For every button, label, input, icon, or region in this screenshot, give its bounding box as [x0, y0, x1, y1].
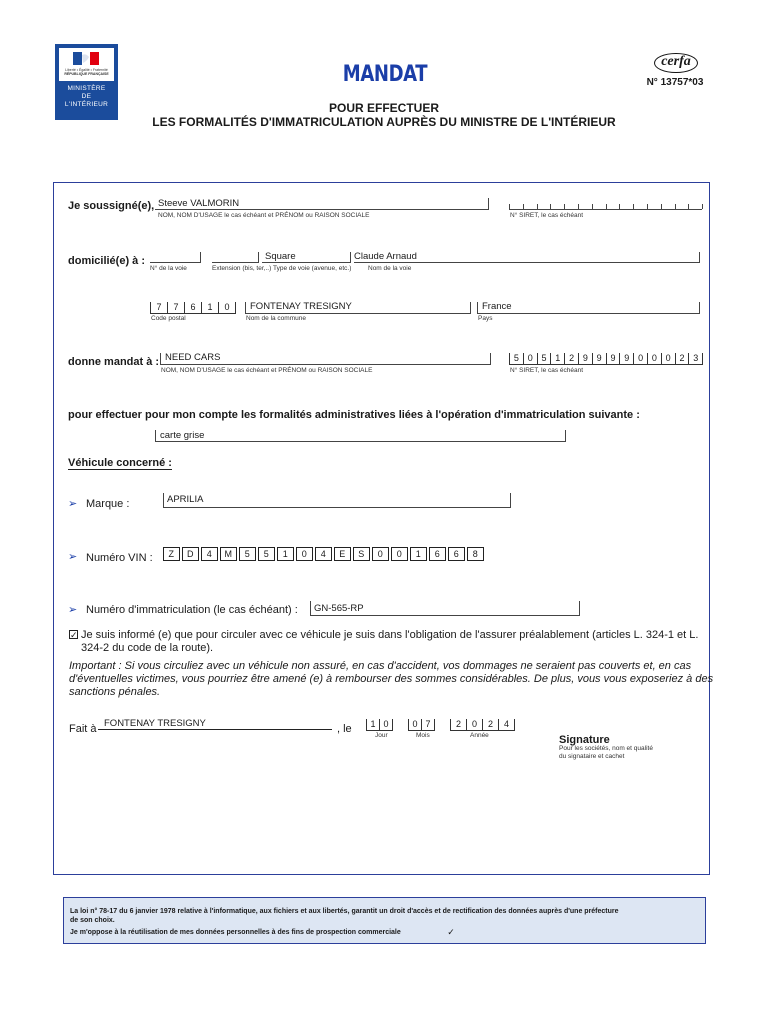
siret-digit: 1: [550, 353, 564, 364]
subtitle-line2: LES FORMALITÉS D'IMMATRICULATION AUPRÈS DU MINISTRE DE L'INTÉRIEUR: [152, 115, 616, 129]
arrow-bullet-icon: ➢: [68, 498, 78, 510]
marque-label: Marque :: [86, 498, 130, 510]
arrow-bullet-icon: ➢: [68, 551, 78, 563]
street-type-value: Square: [265, 251, 296, 262]
year-digit: 4: [498, 719, 514, 730]
siret-digit: 5: [509, 353, 523, 364]
ministry-name: MINISTÈRE DE L'INTÉRIEUR: [64, 85, 109, 108]
form-title: MANDAT: [342, 62, 428, 87]
soussigne-name-field[interactable]: [155, 198, 489, 210]
vin-char-box: 5: [258, 547, 275, 561]
domicile-label: domicilié(e) à :: [68, 255, 146, 267]
street-name-caption: Nom de la voie: [368, 265, 412, 272]
year-caption: Année: [470, 732, 489, 739]
immat-label: Numéro d'immatriculation (le cas échéant) :: [86, 604, 298, 616]
arrow-bullet-icon: ➢: [68, 604, 78, 616]
year-digit: 2: [482, 719, 498, 730]
cerfa-logo: cerfa: [654, 53, 698, 73]
street-extension-field[interactable]: [212, 252, 259, 263]
siret-digit: 0: [523, 353, 537, 364]
siret-digit: 0: [633, 353, 647, 364]
cnil-line1: La loi n° 78-17 du 6 janvier 1978 relative à l'informatique, aux fichiers et aux libertés, garantit un droit d'accès et de rectification des données auprès d'une préfecture: [70, 908, 619, 915]
month-digit: 7: [421, 719, 434, 730]
important-line2: d'éventuelles victimes, vous pourriez être amené (e) à rembourser des sommes considérables. De plus, vous vous exposeriez à des: [69, 673, 714, 685]
day-digit: 1: [366, 719, 379, 730]
fait-place-value: FONTENAY TRESIGNY: [104, 718, 206, 729]
vin-char-box: 8: [467, 547, 484, 561]
cerfa-number: N° 13757*03: [646, 77, 704, 88]
vin-char-box: 1: [277, 547, 294, 561]
soussigne-name-value: Steeve VALMORIN: [158, 198, 240, 209]
siret-digit: 5: [537, 353, 551, 364]
vin-char-box: 0: [372, 547, 389, 561]
street-number-caption: N° de la voie: [150, 265, 187, 272]
oppose-checkbox[interactable]: ✓: [447, 927, 455, 937]
country-value: France: [482, 301, 512, 312]
insurance-checkbox[interactable]: ✓: [70, 630, 78, 640]
mandataire-name-caption: NOM, NOM D'USAGE le cas échéant et PRÉNOM ou RAISON SOCIALE: [161, 367, 373, 374]
postal-code-digit: 1: [201, 302, 218, 313]
vin-char-box: E: [334, 547, 351, 561]
signature-caption-line1: Pour les sociétés, nom et qualité: [559, 745, 653, 752]
month-digit: 0: [408, 719, 421, 730]
vin-label: Numéro VIN :: [86, 552, 153, 564]
operation-value: carte grise: [160, 430, 205, 441]
vin-char-box: Z: [163, 547, 180, 561]
siret-digit: 9: [592, 353, 606, 364]
fait-place-field[interactable]: [98, 718, 332, 730]
siret-digit: 9: [619, 353, 633, 364]
vin-char-box: 1: [410, 547, 427, 561]
marianne-flag-icon: [73, 52, 99, 65]
soussigne-siret-caption: N° SIRET, le cas échéant: [510, 212, 584, 219]
day-caption: Jour: [375, 732, 388, 739]
year-digit: 0: [466, 719, 482, 730]
vin-char-box: D: [182, 547, 199, 561]
date-month-field[interactable]: [408, 719, 435, 731]
operation-label: pour effectuer pour mon compte les formalités administratives liées à l'opération d'immatriculation suivante :: [68, 409, 640, 421]
soussigne-name-caption: NOM, NOM D'USAGE le cas échéant et PRÉNOM ou RAISON SOCIALE: [158, 212, 370, 219]
postal-code-digit: 7: [167, 302, 184, 313]
mandataire-siret-caption: N° SIRET, le cas échéant: [510, 367, 584, 374]
vin-char-box: 4: [315, 547, 332, 561]
vin-field[interactable]: [163, 547, 486, 561]
important-line3: sanctions pénales.: [69, 686, 161, 698]
data-protection-box: [63, 897, 706, 944]
city-field[interactable]: [245, 302, 471, 314]
vin-char-box: 6: [448, 547, 465, 561]
mandataire-name-value: NEED CARS: [165, 352, 221, 363]
year-digit: 2: [450, 719, 466, 730]
siret-digit: 3: [688, 353, 702, 364]
subtitle-line1: POUR EFFECTUER: [328, 101, 439, 115]
signature-caption-line2: du signataire et cachet: [559, 753, 625, 760]
marque-field[interactable]: [163, 493, 511, 508]
form-frame: [53, 182, 710, 875]
soussigne-label: Je soussigné(e),: [68, 200, 155, 212]
day-digit: 0: [379, 719, 392, 730]
vin-char-box: S: [353, 547, 370, 561]
soussigne-siret-field[interactable]: [509, 199, 702, 210]
vin-char-box: M: [220, 547, 237, 561]
vin-char-box: 6: [429, 547, 446, 561]
vin-char-box: 0: [391, 547, 408, 561]
street-type-field[interactable]: [262, 252, 351, 263]
date-year-field[interactable]: [450, 719, 515, 731]
siret-digit: 2: [564, 353, 578, 364]
important-line1: Important : Si vous circuliez avec un véhicule non assuré, en cas d'accident, vos dommages ne seraient pas couverts et, en cas: [69, 660, 692, 672]
mandataire-siret-field[interactable]: [509, 353, 703, 365]
city-caption: Nom de la commune: [246, 315, 306, 322]
country-caption: Pays: [478, 315, 493, 322]
vehicle-heading: Véhicule concerné :: [68, 457, 172, 469]
siret-digit: 0: [661, 353, 675, 364]
postal-code-field[interactable]: [150, 302, 236, 314]
street-name-field[interactable]: [354, 252, 700, 263]
vin-char-box: 4: [201, 547, 218, 561]
city-value: FONTENAY TRESIGNY: [250, 301, 352, 312]
mandataire-name-field[interactable]: [160, 353, 491, 365]
street-number-field[interactable]: [150, 252, 201, 263]
immat-field[interactable]: [310, 601, 580, 616]
month-caption: Mois: [416, 732, 430, 739]
immat-value: GN-565-RP: [314, 603, 364, 614]
date-day-field[interactable]: [366, 719, 393, 731]
siret-digit: 2: [675, 353, 689, 364]
country-field[interactable]: [477, 302, 700, 314]
fait-le-label: , le: [337, 723, 352, 735]
siret-digit: 0: [647, 353, 661, 364]
siret-digit: 9: [578, 353, 592, 364]
siret-digit: 9: [606, 353, 620, 364]
vin-char-box: 5: [239, 547, 256, 561]
vin-char-box: 0: [296, 547, 313, 561]
street-type-caption: Type de voie (avenue, etc.): [273, 265, 352, 272]
operation-field[interactable]: [155, 430, 566, 442]
fait-label: Fait à: [69, 723, 97, 735]
street-extension-caption: Extension (bis, ter,..): [212, 265, 272, 272]
street-name-value: Claude Arnaud: [354, 251, 417, 262]
postal-code-digit: 0: [218, 302, 235, 313]
mandat-label: donne mandat à :: [68, 356, 160, 368]
marque-value: APRILIA: [167, 494, 204, 505]
postal-code-caption: Code postal: [151, 315, 186, 322]
republic-motto: Liberté • Égalité • Fraternité RÉPUBLIQUE FRANÇAISE: [64, 68, 109, 77]
signature-label: Signature: [559, 734, 610, 746]
oppose-label: Je m'oppose à la réutilisation de mes données personnelles à des fins de prospection commerciale: [70, 929, 401, 936]
insurance-text-line2: 324-2 du code de la route).: [81, 642, 214, 654]
insurance-text-line1: Je suis informé (e) que pour circuler avec ce véhicule je suis dans l'obligation de l'assurer préalablement (articles L. 324-1 et L.: [81, 629, 699, 641]
cnil-line2: de son choix.: [70, 917, 115, 924]
postal-code-digit: 7: [150, 302, 167, 313]
postal-code-digit: 6: [184, 302, 201, 313]
